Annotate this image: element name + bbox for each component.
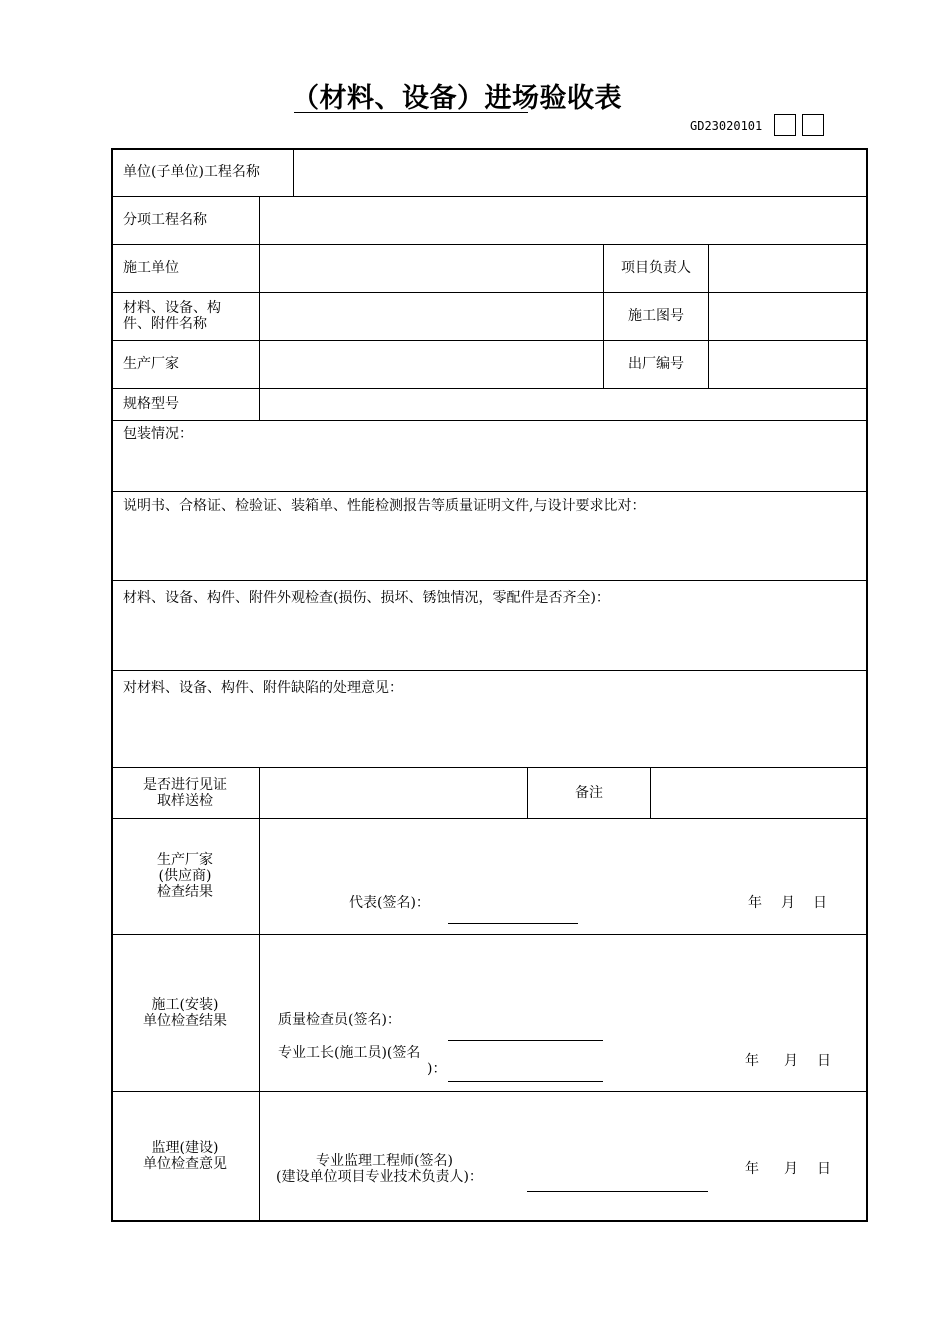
material-name-label-1: 材料、设备、构 <box>123 300 221 316</box>
contractor-label: 施工单位 <box>123 260 179 276</box>
construction-label-2: 单位检查结果 <box>143 1013 227 1029</box>
col-divider <box>293 148 294 196</box>
row-divider <box>111 340 868 341</box>
title-blank-underline <box>294 112 528 113</box>
project-name-field[interactable] <box>295 150 865 194</box>
col-divider <box>259 196 260 420</box>
factory-no-label: 出厂编号 <box>628 356 684 372</box>
documents-label: 说明书、合格证、检验证、装箱单、性能检测报告等质量证明文件,与设计要求比对： <box>123 498 646 514</box>
supplier-label-1: 生产厂家 <box>157 852 213 868</box>
quality-inspector-label: 质量检查员(签名)： <box>278 1012 401 1028</box>
col-divider <box>259 767 260 1222</box>
construction-label-1: 施工(安装) <box>151 997 219 1013</box>
supplier-label-2: (供应商) <box>158 868 212 884</box>
row-divider <box>111 292 868 293</box>
sub-project-label: 分项工程名称 <box>123 212 207 228</box>
foreman-signature-line[interactable] <box>448 1081 603 1082</box>
foreman-label-2: )： <box>427 1061 447 1077</box>
appearance-label: 材料、设备、构件、附件外观检查(损伤、损坏、锈蚀情况，零配件是否齐全)： <box>123 590 610 606</box>
factory-no-field[interactable] <box>710 342 865 386</box>
row-divider <box>111 934 868 935</box>
supervising-engineer-label-1: 专业监理工程师(签名) <box>316 1153 453 1169</box>
material-name-field[interactable] <box>261 294 601 338</box>
packaging-label: 包装情况： <box>123 426 193 442</box>
form-code: GD23020101 <box>690 119 763 133</box>
drawing-no-label: 施工图号 <box>628 308 684 324</box>
spec-label: 规格型号 <box>123 396 179 412</box>
supervision-label-1: 监理(建设) <box>151 1140 219 1156</box>
supervising-engineer-label-2: (建设单位项目专业技术负责人)： <box>276 1169 483 1185</box>
form-title: （材料、设备）进场验收表 <box>292 83 622 114</box>
witness-label-1: 是否进行见证 <box>143 777 227 793</box>
row-divider <box>111 244 868 245</box>
supplier-day: 日 <box>813 895 827 911</box>
foreman-label-1: 专业工长(施工员)(签名 <box>278 1045 421 1061</box>
remarks-label: 备注 <box>575 785 603 801</box>
supervision-day: 日 <box>817 1161 831 1177</box>
project-name-label: 单位(子单位)工程名称 <box>123 164 260 180</box>
spec-field[interactable] <box>261 390 865 418</box>
row-divider <box>111 196 868 197</box>
packaging-field[interactable] <box>113 446 865 489</box>
row-divider <box>111 670 868 671</box>
supervision-month: 月 <box>784 1161 798 1177</box>
col-divider <box>650 767 651 818</box>
sub-project-field[interactable] <box>261 198 865 242</box>
construction-year: 年 <box>745 1053 759 1069</box>
supervising-engineer-signature-line[interactable] <box>527 1191 708 1192</box>
supplier-year: 年 <box>748 895 762 911</box>
supplier-signature-line[interactable] <box>448 923 578 924</box>
supervision-year: 年 <box>745 1161 759 1177</box>
row-divider <box>111 767 868 768</box>
row-divider <box>111 580 868 581</box>
construction-day: 日 <box>817 1053 831 1069</box>
form-code-box-2[interactable] <box>802 114 824 136</box>
row-divider <box>111 388 868 389</box>
row-divider <box>111 818 868 819</box>
form-code-box-1[interactable] <box>774 114 796 136</box>
row-divider <box>111 420 868 421</box>
drawing-no-field[interactable] <box>710 294 865 338</box>
supplier-signature-label: 代表(签名)： <box>349 895 430 911</box>
manufacturer-field[interactable] <box>261 342 601 386</box>
quality-inspector-signature-line[interactable] <box>448 1040 603 1041</box>
supervision-label-2: 单位检查意见 <box>143 1156 227 1172</box>
construction-month: 月 <box>784 1053 798 1069</box>
supplier-label-3: 检查结果 <box>157 884 213 900</box>
documents-field[interactable] <box>113 518 865 578</box>
project-manager-label: 项目负责人 <box>621 260 691 276</box>
appearance-field[interactable] <box>113 610 865 668</box>
witness-label-2: 取样送检 <box>157 793 213 809</box>
row-divider <box>111 1091 868 1092</box>
material-name-label-2: 件、附件名称 <box>123 316 207 332</box>
contractor-field[interactable] <box>261 246 601 290</box>
defect-field[interactable] <box>113 700 865 765</box>
remarks-field[interactable] <box>652 769 865 816</box>
supplier-month: 月 <box>781 895 795 911</box>
witness-field[interactable] <box>261 769 525 816</box>
manufacturer-label: 生产厂家 <box>123 356 179 372</box>
defect-label: 对材料、设备、构件、附件缺陷的处理意见： <box>123 680 403 696</box>
col-divider <box>708 244 709 388</box>
project-manager-field[interactable] <box>710 246 865 290</box>
row-divider <box>111 491 868 492</box>
